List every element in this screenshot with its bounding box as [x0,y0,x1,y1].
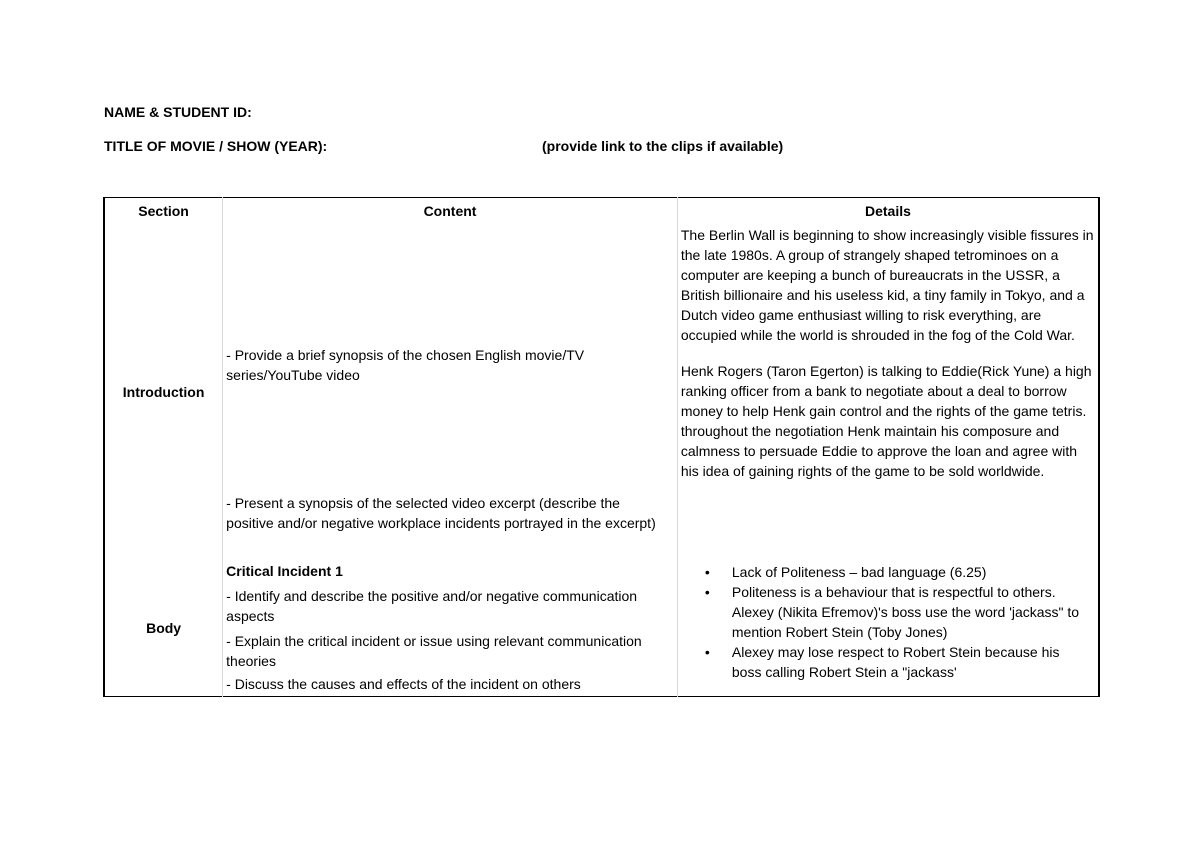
introduction-details-1: The Berlin Wall is beginning to show increasingly visible fissures in the late 1980s. A group of strangely shaped tetrominoes on a computer are keeping a bunch of bureaucrats in the USSR, a British billionaire and his useless kid, a tiny family in Tokyo, and a Dutch video game enthusiast willing to risk everything, are occupied while the world is shrouded in the fog of the Cold War. [680,227,1094,343]
table-header-row [104,198,1099,225]
section-body: Body [104,559,223,697]
column-header-content: Content [223,198,678,225]
body-content-item: - Explain the critical incident or issue using relevant communication theories [226,633,642,669]
column-header-section: Section [104,198,223,225]
introduction-content-2: - Present a synopsis of the selected video excerpt (describe the positive and/or negative workplace incidents portrayed in the excerpt) [226,495,656,531]
introduction-row [104,224,1099,559]
body-row [104,559,1099,697]
body-details-cell [677,559,1099,697]
introduction-details-2: Henk Rogers (Taron Egerton) is talking to Eddie(Rick Yune) a high ranking officer from a bank to negotiate about a deal to borrow money to help Henk gain control and the rights of the game tetris. throughout the negotiation Henk maintain his composure and calmness to persuade Eddie to approve the loan and agree with his idea of gaining rights of the game to be sold worldwide. [680,363,1092,479]
body-content-item: - Discuss the causes and effects of the incident on others [226,676,581,692]
critical-incident-title: Critical Incident 1 [226,563,343,579]
section-introduction: Introduction [104,224,223,559]
movie-title-label: TITLE OF MOVIE / SHOW (YEAR): [104,138,328,154]
column-header-details: Details [864,203,911,219]
body-content-cell [223,559,678,697]
body-details-list [678,559,1098,686]
introduction-content-1: - Provide a brief synopsis of the chosen English movie/TV series/YouTube video [226,347,585,383]
name-student-id-label: NAME & STUDENT ID: [104,104,252,120]
introduction-details-cell [677,224,1099,559]
link-note: (provide link to the clips if available) [542,138,784,154]
body-details-bullet: • Alexey may lose respect to Robert Stein because his boss calling Robert Stein a "jackass' [732,642,1092,682]
body-details-bullet: • Lack of Politeness – bad language (6.25) [732,562,1092,582]
body-content-item: - Identify and describe the positive and/or negative communication aspects [226,588,638,624]
body-details-bullet: • Politeness is a behaviour that is respectful to others. Alexey (Nikita Efremov)'s boss use the word 'jackass" to mention Robert Stein (Toby Jones) [732,582,1092,642]
introduction-content-cell [223,224,678,559]
report-table [103,197,1100,697]
movie-title-line [104,138,864,154]
